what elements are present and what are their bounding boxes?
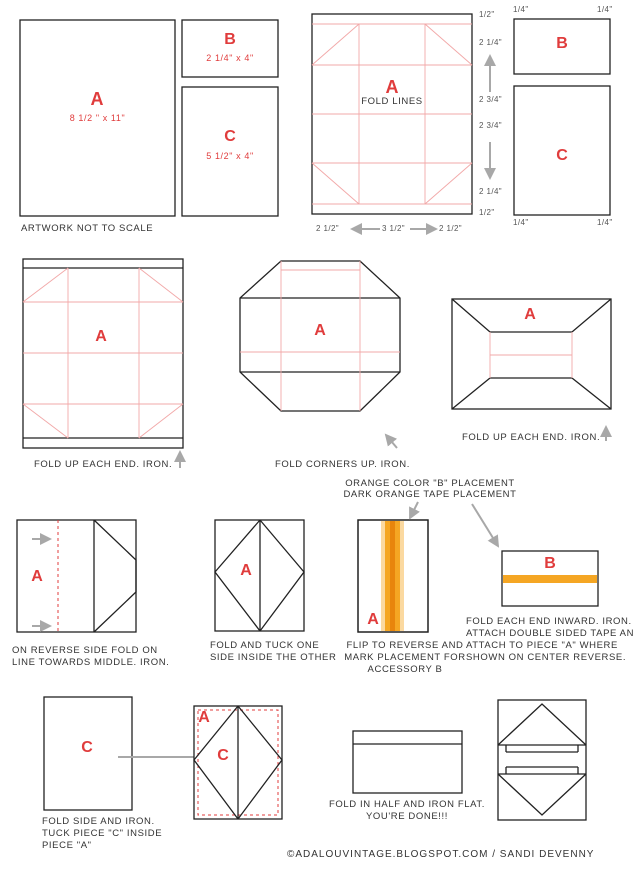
step3-a-label: A bbox=[524, 306, 536, 323]
measure-bottom-2: 3 1/2" bbox=[382, 224, 406, 233]
piece-c-label: C bbox=[224, 128, 236, 145]
step4-caption: ON REVERSE SIDE FOLD ON LINE TOWARDS MIDDLE. IRON. bbox=[12, 645, 170, 668]
piece-b-size: 2 1/4" x 4" bbox=[206, 53, 254, 63]
measure-quarter-br: 1/4" bbox=[597, 218, 613, 227]
measure-right-1: 1/2" bbox=[479, 10, 495, 19]
measure-bottom-3: 2 1/2" bbox=[439, 224, 463, 233]
step1-caption: FOLD UP EACH END. IRON. bbox=[34, 459, 173, 470]
measure-right-6: 1/2" bbox=[479, 208, 495, 217]
step8-inner-c-label: C bbox=[217, 747, 229, 764]
step2-arrow bbox=[386, 435, 397, 448]
step6-arrow-down bbox=[410, 502, 418, 518]
step6-note-tape: DARK ORANGE TAPE PLACEMENT bbox=[343, 489, 517, 500]
not-to-scale-note: ARTWORK NOT TO SCALE bbox=[21, 223, 154, 234]
step8-caption: FOLD SIDE AND IRON. TUCK PIECE "C" INSIDE PIECE "A" bbox=[42, 816, 163, 851]
step4-a-label: A bbox=[31, 568, 43, 585]
step6-caption: FLIP TO REVERSE AND MARK PLACEMENT FOR ACCESSORY B bbox=[344, 640, 466, 675]
step2-caption: FOLD CORNERS UP. IRON. bbox=[275, 459, 410, 470]
measure-right-4: 2 3/4" bbox=[479, 121, 503, 130]
piece-b-label: B bbox=[224, 31, 236, 48]
piece-a-size: 8 1/2 " x 11" bbox=[69, 113, 126, 123]
measure-right-3: 2 3/4" bbox=[479, 95, 503, 104]
step8-a-label: A bbox=[198, 709, 210, 726]
step8-c-label: C bbox=[81, 739, 93, 756]
step9-open-diagram bbox=[498, 700, 586, 820]
step3-caption: FOLD UP EACH END. IRON. bbox=[462, 432, 601, 443]
measure-right-2: 2 1/4" bbox=[479, 38, 503, 47]
piece-b-small-label: B bbox=[556, 35, 568, 52]
measure-quarter-tr: 1/4" bbox=[597, 5, 613, 14]
step1-a-label: A bbox=[95, 328, 107, 345]
piece-c-size: 5 1/2" x 4" bbox=[206, 151, 254, 161]
step6-note-orange: ORANGE COLOR "B" PLACEMENT bbox=[345, 478, 515, 489]
step9-caption: FOLD IN HALF AND IRON FLAT. YOU'RE DONE!!! bbox=[329, 799, 485, 822]
piece-a-label: A bbox=[90, 89, 104, 109]
measure-bottom-1: 2 1/2" bbox=[316, 224, 340, 233]
step7-caption: FOLD EACH END INWARD. IRON. ATTACH DOUBLE SIDED TAPE AN ATTACH TO PIECE "A" WHERE SHOWN ON CENTER REVERSE. bbox=[466, 616, 635, 663]
measure-quarter-tl: 1/4" bbox=[513, 5, 529, 14]
credit-line: ©ADALOUVINTAGE.BLOGSPOT.COM / SANDI DEVENNY bbox=[287, 849, 595, 860]
piece-c-small-label: C bbox=[556, 147, 568, 164]
step7-b-label: B bbox=[544, 555, 556, 572]
step5-a-label: A bbox=[240, 562, 252, 579]
step9-flat-diagram bbox=[353, 731, 462, 793]
step5-caption: FOLD AND TUCK ONE SIDE INSIDE THE OTHER bbox=[210, 640, 337, 663]
step6-a-label: A bbox=[367, 611, 379, 628]
fold-lines-a-label: A bbox=[385, 77, 399, 97]
step2-a-label: A bbox=[314, 322, 326, 339]
measure-quarter-bl: 1/4" bbox=[513, 218, 529, 227]
fold-lines-label: FOLD LINES bbox=[361, 96, 423, 107]
step1-diagram bbox=[23, 259, 183, 448]
step6-arrow-right bbox=[472, 504, 498, 546]
measure-right-5: 2 1/4" bbox=[479, 187, 503, 196]
piece-a-fold-lines-diagram bbox=[312, 14, 472, 214]
